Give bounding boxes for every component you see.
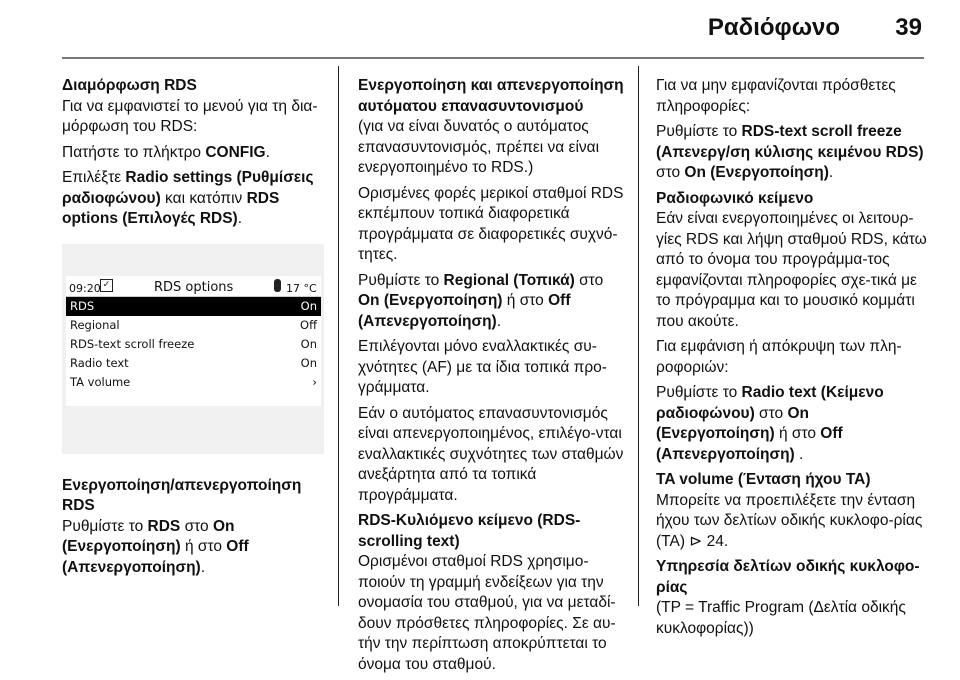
paragraph: Ρυθμίστε το RDS στο On (Ενεργοποίηση) ή στο Off (Απενεργοποίηση). [62, 517, 249, 576]
menu-item-ref: Radio settings (Ρυθμίσεις ραδιοφώνου) [62, 169, 314, 207]
section-heading: Διαμόρφωση RDS [62, 77, 197, 94]
paragraph: (για να είναι δυνατός ο αυτόματος επανασυντονισμός, πρέπει να είναι ενεργοποιημένο το RDS.) [358, 118, 600, 176]
chevron-right-icon: › [312, 374, 317, 389]
rds-options-screen [66, 276, 321, 406]
section-heading: Ενεργοποίηση και απενεργοποίηση αυτόματου επανασυντονισμού [358, 77, 624, 115]
paragraph: Μπορείτε να προεπιλέξετε την ένταση ήχου των δελτίων οδικής κυκλοφο-ρίας (TA) ⊳ 24. [656, 491, 923, 550]
menu-row-rds[interactable]: RDS On [66, 297, 321, 316]
screenshot-figure [62, 244, 324, 454]
clock: 09:20 [69, 281, 101, 295]
paragraph: Ορισμένες φορές μερικοί σταθμοί RDS εκπέμπουν τοπικά διαφορετικά προγράμματα σε διαφορετικές συχνό-τητες. [358, 184, 624, 263]
paragraph: (TP = Traffic Program (Δελτία οδικής κυκλοφορίας)) [656, 599, 906, 637]
thermometer-icon [274, 279, 281, 292]
paragraph: Επιλέξτε Radio settings (Ρυθμίσεις ραδιοφώνου) και κατόπιν RDS options (Επιλογές RDS). [62, 169, 314, 227]
menu-row-regional[interactable]: Regional Off [70, 317, 317, 332]
menu-row-radio-text[interactable]: Radio text On [70, 355, 317, 370]
menu-item-ref: RDS options (Επιλογές RDS) [62, 189, 280, 227]
section-heading: RDS-Κυλιόμενο κείμενο (RDS-scrolling text) [358, 512, 581, 550]
paragraph: Εάν ο αυτόματος επανασυντονισμός είναι απενεργοποιημένος, επιλέγο-νται εναλλακτικές συχνότητες των σταθμών ανεξάρτητα από τα τοπικά προγράμματα. [358, 404, 624, 504]
key-label: CONFIG [205, 143, 266, 161]
screen-title: RDS options [154, 279, 234, 295]
paragraph: Ορισμένοι σταθμοί RDS χρησιμο-ποιούν τη γραμμή ενδείξεων για την ονομασία του σταθμού, για να μεταδί-δουν πρόσθετες πληροφορίες. Σε αυ-τήν την περίπτωση αποκρύπτεται το όνομα του σταθμού. [358, 553, 616, 673]
column-divider [638, 66, 639, 606]
paragraph: Ρυθμίστε το Radio text (Κείμενο ραδιοφώνου) στο On (Ενεργοποίηση) ή στο Off (Απενεργοποίηση) . [656, 384, 884, 463]
page-number: 39 [895, 14, 922, 41]
paragraph: Για εμφάνιση ή απόκρυψη των πλη-ροφοριών: [656, 338, 902, 376]
column-3 [656, 76, 928, 644]
page-reference[interactable]: ⊳ 24. [689, 532, 729, 550]
paragraph: Πατήστε το πλήκτρο CONFIG. [62, 143, 270, 161]
paragraph: Για να εμφανιστεί το μενού για τη δια-μόρφωση του RDS: [62, 97, 318, 135]
column-2 [358, 76, 626, 680]
header-divider [62, 57, 924, 59]
paragraph: Επιλέγονται μόνο εναλλακτικές συ-χνότητες (AF) με τα ίδια τοπικά προ-γράμματα. [358, 338, 607, 396]
temperature: 17 °C [286, 281, 317, 295]
page-header [0, 0, 960, 58]
paragraph: Εάν είναι ενεργοποιημένες οι λειτουρ-γίες RDS και λήψη σταθμού RDS, κάτω από το όνομα του προγράμμα-τος εμφανίζονται πληροφορίες σχε-τικά με το πρόγραμμα και το μουσικό κομμάτι που ακούτε. [656, 210, 927, 330]
paragraph: Ρυθμίστε το RDS-text scroll freeze (Απενεργ/ση κύλισης κειμένου RDS) στο On (Ενεργοποίηση). [656, 123, 924, 181]
column-1 [62, 76, 324, 583]
section-heading: TA volume (Ένταση ήχου TA) [656, 471, 871, 488]
section-heading: Υπηρεσία δελτίων οδικής κυκλοφο-ρίας [656, 558, 920, 596]
paragraph: Για να μην εμφανίζονται πρόσθετες πληροφορίες: [656, 77, 896, 115]
section-heading: Ραδιοφωνικό κείμενο [656, 189, 814, 207]
section-heading: Ενεργοποίηση/απενεργοποίηση RDS [62, 476, 302, 514]
page-title: Ραδιόφωνο [707, 14, 840, 41]
paragraph: Ρυθμίστε το Regional (Τοπικά) στο On (Ενεργοποίηση) ή στο Off (Απενεργοποίηση). [358, 271, 604, 330]
menu-row-scroll-freeze[interactable]: RDS-text scroll freeze On [70, 336, 317, 351]
column-divider [338, 66, 339, 606]
check-icon: ✓ [100, 279, 113, 292]
screen-status-bar [66, 276, 321, 297]
menu-row-ta-volume[interactable]: TA volume › [66, 373, 321, 392]
